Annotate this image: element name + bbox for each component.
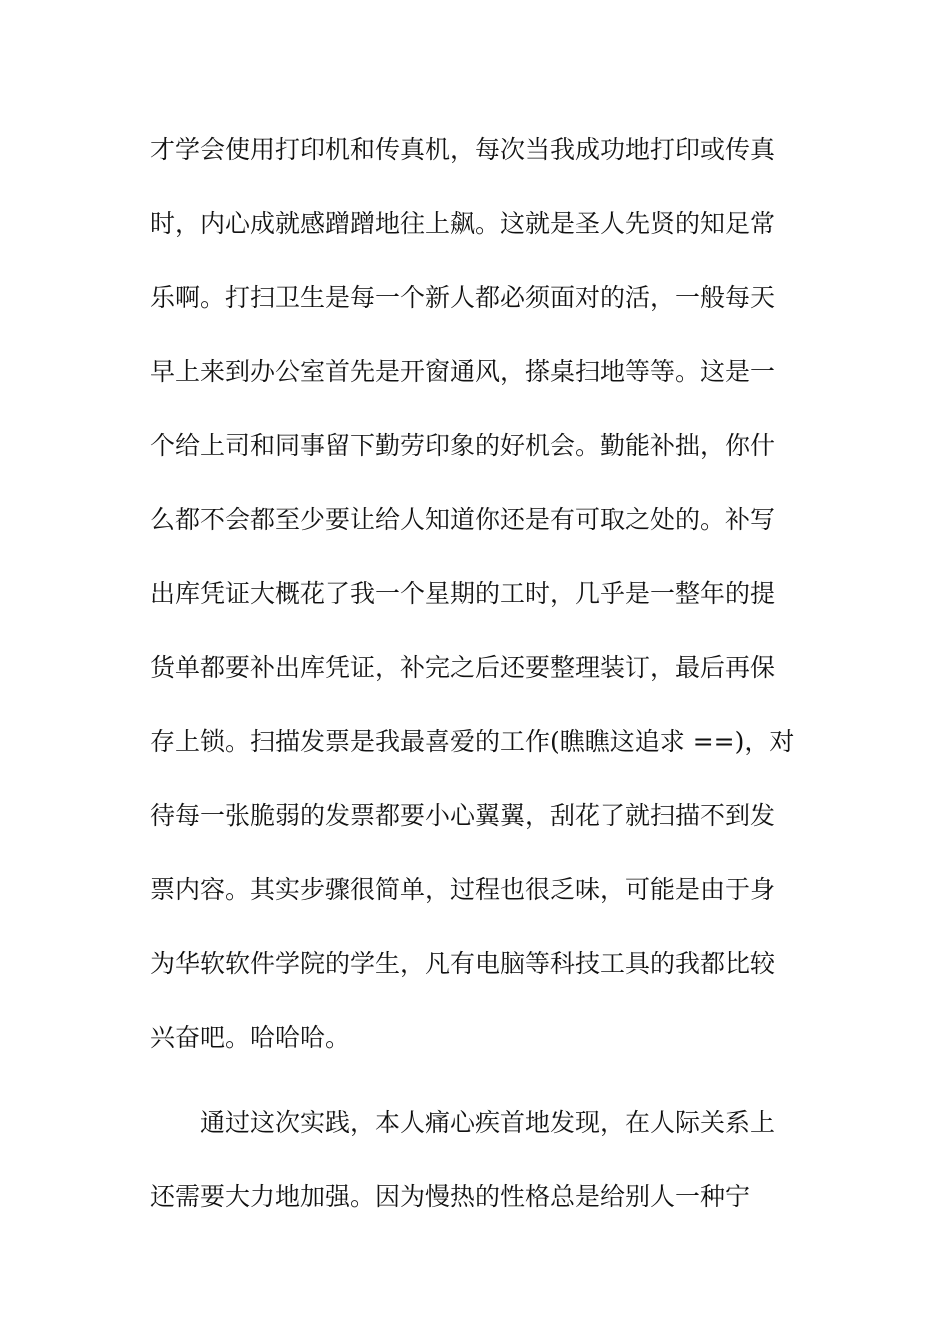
text-line: 么都不会都至少要让给人知道你还是有可取之处的。补写 bbox=[150, 505, 776, 534]
text-line: 还需要大力地加强。因为慢热的性格总是给别人一种宁 bbox=[150, 1182, 751, 1211]
text-line: 兴奋吧。哈哈哈。 bbox=[150, 1023, 351, 1052]
text-line: 货单都要补出库凭证，补完之后还要整理装订，最后再保 bbox=[150, 653, 776, 682]
text-line: 个给上司和同事留下勤劳印象的好机会。勤能补拙，你什 bbox=[150, 431, 776, 460]
text-line: 出库凭证大概花了我一个星期的工时，几乎是一整年的提 bbox=[150, 579, 776, 608]
text-line: 时，内心成就感蹭蹭地往上飙。这就是圣人先贤的知足常 bbox=[150, 209, 776, 238]
text-line: 才学会使用打印机和传真机，每次当我成功地打印或传真 bbox=[150, 135, 776, 164]
text-line: 乐啊。打扫卫生是每一个新人都必须面对的活，一般每天 bbox=[150, 283, 776, 312]
text-line: 早上来到办公室首先是开窗通风，搽桌扫地等等。这是一 bbox=[150, 357, 776, 386]
text-line: 票内容。其实步骤很简单，过程也很乏味，可能是由于身 bbox=[150, 875, 776, 904]
text-line: 存上锁。扫描发票是我最喜爱的工作(瞧瞧这追求 ==)，对 bbox=[150, 727, 795, 756]
text-line: 待每一张脆弱的发票都要小心翼翼，刮花了就扫描不到发 bbox=[150, 801, 776, 830]
text-line: 为华软软件学院的学生，凡有电脑等科技工具的我都比较 bbox=[150, 949, 776, 978]
text-line: 通过这次实践，本人痛心疾首地发现，在人际关系上 bbox=[200, 1108, 776, 1137]
